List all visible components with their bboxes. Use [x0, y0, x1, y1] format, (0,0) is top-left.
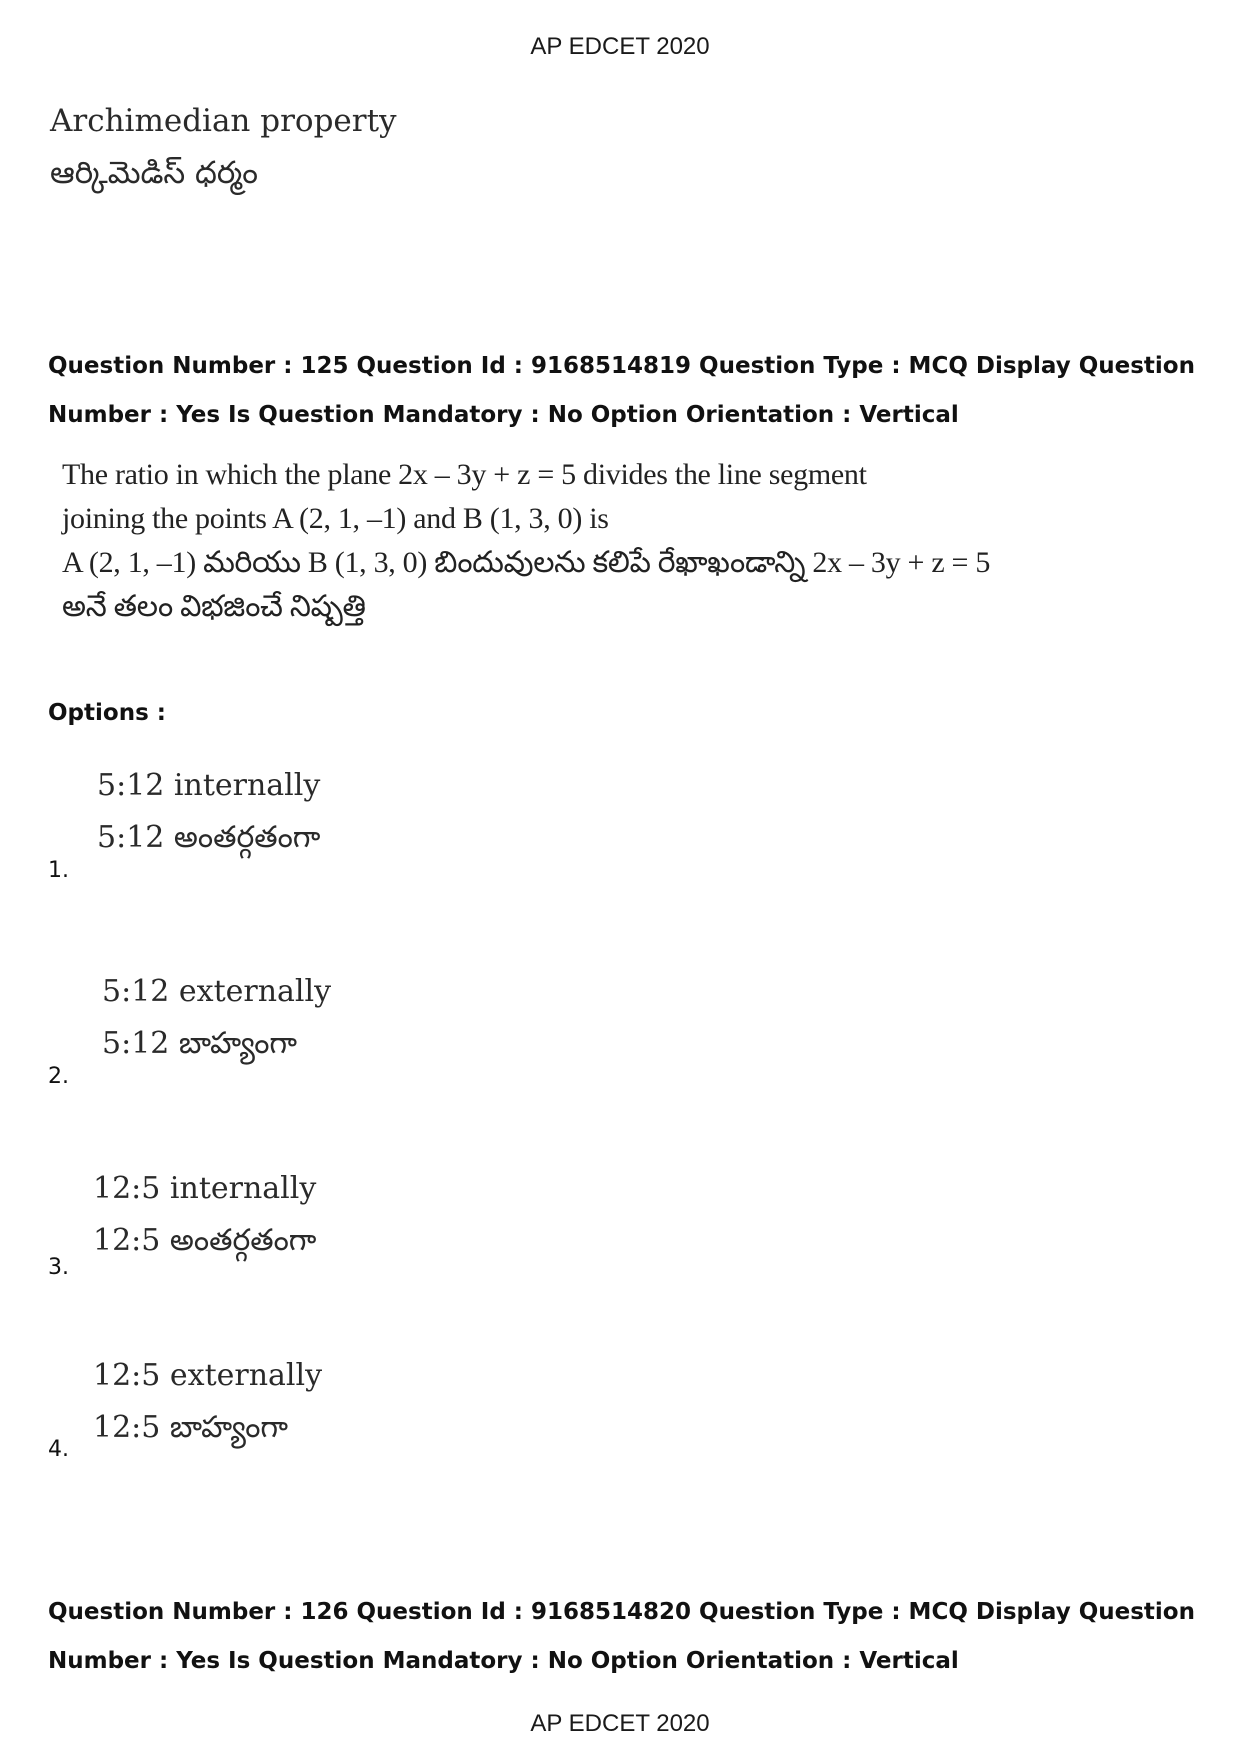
option-2-text [102, 966, 331, 1070]
page-header: AP EDCET 2020 [530, 33, 710, 60]
option-2-number: 2. [48, 1064, 69, 1089]
question-126-meta [48, 1588, 1198, 1686]
option-3-english: 12:5 internally [93, 1171, 317, 1206]
option-2-telugu: 5:12 బాహ్యంగా [102, 1026, 298, 1061]
question-meta-line-1: Question Number : 126 Question Id : 9168514820 Question Type : MCQ Display Question [48, 1599, 1195, 1625]
option-1-telugu: 5:12 అంతర్గతంగా [97, 820, 321, 855]
option-2-english: 5:12 externally [102, 974, 332, 1009]
option-4-number: 4. [48, 1437, 69, 1462]
option-1-text [97, 760, 320, 864]
question-meta-line-2: Number : Yes Is Question Mandatory : No Option Orientation : Vertical [48, 402, 959, 428]
option-4-text [93, 1350, 322, 1454]
option-1-number: 1. [48, 858, 69, 883]
page-footer: AP EDCET 2020 [530, 1710, 710, 1737]
option-1-english: 5:12 internally [97, 768, 321, 803]
topic-block [50, 95, 397, 199]
question-text-line-4: అనే తలం విభజించే నిష్పత్తి [62, 590, 366, 623]
topic-telugu: ఆర్కిమెడిస్ ధర్మం [50, 155, 258, 191]
question-text-line-3: A (2, 1, –1) మరియు B (1, 3, 0) బిందువులను కలిపే రేఖాఖండాన్ని 2x – 3y + z = 5 [62, 546, 991, 579]
question-125-meta [48, 342, 1198, 440]
options-label: Options : [48, 700, 166, 726]
option-4-telugu: 12:5 బాహ్యంగా [93, 1410, 289, 1445]
option-4-english: 12:5 externally [93, 1358, 323, 1393]
question-125-text [62, 453, 991, 629]
topic-english: Archimedian property [50, 103, 397, 139]
option-3-number: 3. [48, 1255, 69, 1280]
question-meta-line-2: Number : Yes Is Question Mandatory : No Option Orientation : Vertical [48, 1648, 959, 1674]
option-3-text [93, 1163, 316, 1267]
question-text-line-1: The ratio in which the plane 2x – 3y + z = 5 divides the line segment [62, 458, 867, 491]
question-text-line-2: joining the points A (2, 1, –1) and B (1, 3, 0) is [62, 502, 609, 535]
option-3-telugu: 12:5 అంతర్గతంగా [93, 1223, 317, 1258]
question-meta-line-1: Question Number : 125 Question Id : 9168514819 Question Type : MCQ Display Question [48, 353, 1195, 379]
